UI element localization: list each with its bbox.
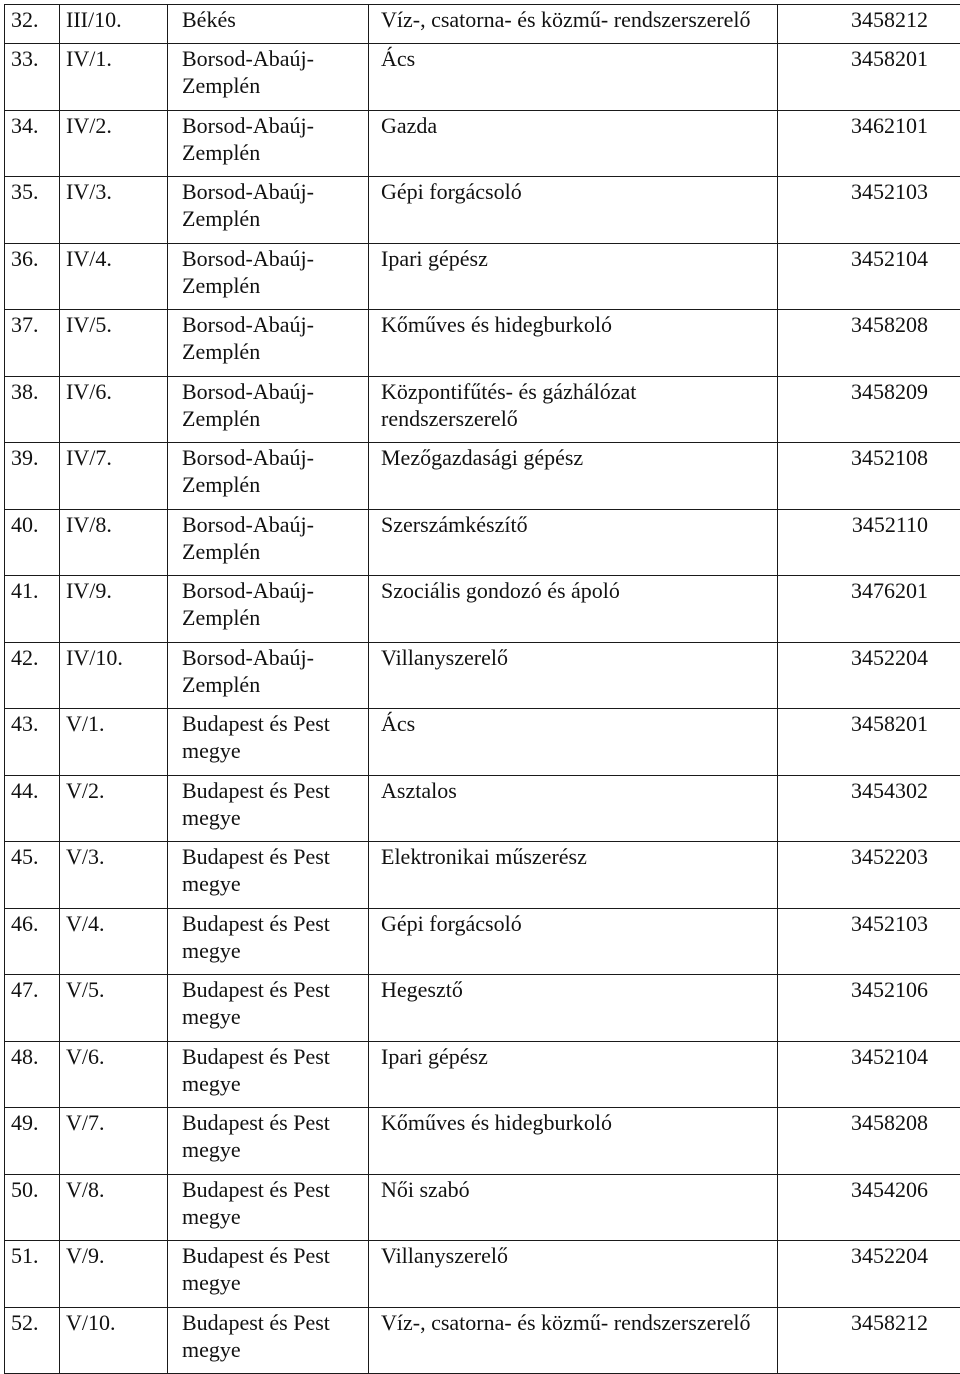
county-name: Borsod-Abaúj- Zemplén xyxy=(182,511,314,564)
row-number: 43. xyxy=(11,711,39,736)
row-code-cell xyxy=(60,709,168,776)
table-row xyxy=(5,310,960,377)
table-row xyxy=(5,5,960,44)
row-code: V/6. xyxy=(66,1043,105,1069)
qualification-id: 3458212 xyxy=(851,1309,928,1335)
profession-name: Kőműves és hidegburkoló xyxy=(381,1110,612,1135)
row-number-cell xyxy=(5,975,60,1042)
qualification-id: 3454206 xyxy=(851,1176,928,1202)
row-code-cell xyxy=(60,975,168,1042)
row-code-cell xyxy=(60,642,168,709)
row-number: 48. xyxy=(11,1043,39,1069)
table-row xyxy=(5,509,960,576)
row-code: V/9. xyxy=(66,1243,105,1268)
row-number-cell xyxy=(5,44,60,111)
profession-name: Szociális gondozó és ápoló xyxy=(381,578,620,603)
profession-name-cell xyxy=(369,775,778,842)
qualification-id: 3452108 xyxy=(851,445,928,470)
row-number: 33. xyxy=(11,46,39,71)
county-name-cell xyxy=(168,842,369,909)
row-number: 52. xyxy=(11,1309,39,1335)
table-row xyxy=(5,1241,960,1308)
county-name-cell xyxy=(168,1174,369,1241)
qualification-id-cell xyxy=(778,975,960,1042)
qualification-id: 3452106 xyxy=(851,977,928,1002)
row-code: IV/9. xyxy=(66,578,112,603)
table-body xyxy=(5,5,960,1374)
qualification-id: 3476201 xyxy=(851,578,928,603)
profession-name-cell xyxy=(369,243,778,310)
row-number: 40. xyxy=(11,511,39,537)
qualification-id: 3458201 xyxy=(851,711,928,736)
table-row xyxy=(5,376,960,443)
table-row xyxy=(5,775,960,842)
qualification-id-cell xyxy=(778,1174,960,1241)
row-code-cell xyxy=(60,1108,168,1175)
row-code: V/2. xyxy=(66,777,105,803)
row-code: V/8. xyxy=(66,1176,105,1202)
qualification-id-cell xyxy=(778,177,960,244)
qualification-id: 3462101 xyxy=(851,112,928,138)
qualification-id-cell xyxy=(778,642,960,709)
qualification-id: 3452204 xyxy=(851,644,928,670)
table-row xyxy=(5,177,960,244)
county-name: Borsod-Abaúj- Zemplén xyxy=(182,112,314,165)
profession-name: Kőműves és hidegburkoló xyxy=(381,312,612,337)
profession-name-cell xyxy=(369,1174,778,1241)
row-code: III/10. xyxy=(66,7,122,32)
profession-name-cell xyxy=(369,1041,778,1108)
row-number: 38. xyxy=(11,378,39,404)
row-number: 51. xyxy=(11,1243,39,1268)
county-name: Budapest és Pest megye xyxy=(182,1309,330,1362)
profession-name-cell xyxy=(369,376,778,443)
qualification-id: 3458208 xyxy=(851,1110,928,1135)
row-code-cell xyxy=(60,443,168,510)
qualification-id-cell xyxy=(778,1241,960,1308)
profession-table xyxy=(4,4,960,1374)
county-name-cell xyxy=(168,1041,369,1108)
profession-name: Gépi forgácsoló xyxy=(381,910,522,936)
profession-name-cell xyxy=(369,908,778,975)
qualification-id-cell xyxy=(778,44,960,111)
row-number-cell xyxy=(5,642,60,709)
county-name-cell xyxy=(168,5,369,44)
profession-name-cell xyxy=(369,443,778,510)
profession-name: Gazda xyxy=(381,112,438,138)
county-name: Budapest és Pest megye xyxy=(182,1176,330,1229)
row-code-cell xyxy=(60,1307,168,1374)
county-name: Borsod-Abaúj- Zemplén xyxy=(182,445,314,497)
county-name-cell xyxy=(168,576,369,643)
county-name-cell xyxy=(168,709,369,776)
row-code: V/4. xyxy=(66,910,105,936)
row-number-cell xyxy=(5,1041,60,1108)
profession-name: Női szabó xyxy=(381,1176,470,1202)
table-row xyxy=(5,642,960,709)
county-name: Borsod-Abaúj- Zemplén xyxy=(182,378,314,431)
row-code-cell xyxy=(60,842,168,909)
row-code-cell xyxy=(60,5,168,44)
table-row xyxy=(5,908,960,975)
county-name-cell xyxy=(168,1108,369,1175)
row-number-cell xyxy=(5,243,60,310)
qualification-id-cell xyxy=(778,443,960,510)
profession-name-cell xyxy=(369,44,778,111)
profession-name-cell xyxy=(369,975,778,1042)
row-number-cell xyxy=(5,775,60,842)
qualification-id: 3452110 xyxy=(851,511,928,537)
county-name: Borsod-Abaúj- Zemplén xyxy=(182,578,314,630)
table-row xyxy=(5,576,960,643)
county-name: Borsod-Abaúj- Zemplén xyxy=(182,312,314,364)
profession-name-cell xyxy=(369,576,778,643)
qualification-id: 3452103 xyxy=(851,910,928,936)
row-code-cell xyxy=(60,243,168,310)
qualification-id-cell xyxy=(778,775,960,842)
row-number: 32. xyxy=(11,7,39,32)
county-name-cell xyxy=(168,44,369,111)
profession-name: Víz-, csatorna- és közmű- rendszerszerelő xyxy=(381,1309,751,1335)
profession-name: Villanyszerelő xyxy=(381,644,508,670)
row-number: 46. xyxy=(11,910,39,936)
row-code: IV/7. xyxy=(66,445,112,470)
profession-name-cell xyxy=(369,642,778,709)
row-number-cell xyxy=(5,5,60,44)
county-name-cell xyxy=(168,310,369,377)
qualification-id-cell xyxy=(778,1041,960,1108)
row-number-cell xyxy=(5,310,60,377)
county-name: Budapest és Pest megye xyxy=(182,910,330,963)
county-name: Budapest és Pest megye xyxy=(182,1043,330,1096)
row-code-cell xyxy=(60,376,168,443)
table-row xyxy=(5,1174,960,1241)
row-code-cell xyxy=(60,775,168,842)
county-name-cell xyxy=(168,1307,369,1374)
county-name: Borsod-Abaúj- Zemplén xyxy=(182,179,314,231)
county-name-cell xyxy=(168,642,369,709)
qualification-id: 3452104 xyxy=(851,245,928,271)
row-code: IV/5. xyxy=(66,312,112,337)
row-number-cell xyxy=(5,709,60,776)
profession-name: Elektronikai műszerész xyxy=(381,844,587,869)
profession-name-cell xyxy=(369,310,778,377)
profession-name: Ács xyxy=(381,711,416,736)
county-name: Budapest és Pest megye xyxy=(182,1243,330,1295)
row-number: 34. xyxy=(11,112,39,138)
row-number-cell xyxy=(5,576,60,643)
row-number: 39. xyxy=(11,445,39,470)
qualification-id: 3458201 xyxy=(851,46,928,71)
profession-name-cell xyxy=(369,1307,778,1374)
qualification-id-cell xyxy=(778,5,960,44)
row-code: IV/3. xyxy=(66,179,112,204)
row-number: 50. xyxy=(11,1176,39,1202)
county-name-cell xyxy=(168,443,369,510)
profession-name-cell xyxy=(369,842,778,909)
row-number: 44. xyxy=(11,777,39,803)
qualification-id: 3452203 xyxy=(851,844,928,869)
row-number-cell xyxy=(5,842,60,909)
qualification-id: 3458212 xyxy=(851,7,928,32)
row-code: V/5. xyxy=(66,977,105,1002)
profession-name: Szerszámkészítő xyxy=(381,511,528,537)
row-code-cell xyxy=(60,1241,168,1308)
county-name-cell xyxy=(168,243,369,310)
table-row xyxy=(5,243,960,310)
qualification-id-cell xyxy=(778,709,960,776)
row-number: 49. xyxy=(11,1110,39,1135)
table-row xyxy=(5,709,960,776)
county-name: Békés xyxy=(182,7,236,32)
row-number-cell xyxy=(5,376,60,443)
profession-name: Mezőgazdasági gépész xyxy=(381,445,584,470)
row-number-cell xyxy=(5,443,60,510)
row-code: V/10. xyxy=(66,1309,116,1335)
county-name-cell xyxy=(168,775,369,842)
table-row xyxy=(5,110,960,177)
county-name: Budapest és Pest megye xyxy=(182,977,330,1029)
profession-name-cell xyxy=(369,177,778,244)
row-number-cell xyxy=(5,1108,60,1175)
table-row xyxy=(5,842,960,909)
row-code: IV/1. xyxy=(66,46,112,71)
row-code: IV/4. xyxy=(66,245,112,271)
row-number: 47. xyxy=(11,977,39,1002)
row-code-cell xyxy=(60,908,168,975)
row-number-cell xyxy=(5,908,60,975)
table-row xyxy=(5,975,960,1042)
profession-name-cell xyxy=(369,709,778,776)
profession-name: Víz-, csatorna- és közmű- rendszerszerelő xyxy=(381,7,751,32)
qualification-id-cell xyxy=(778,1307,960,1374)
row-code-cell xyxy=(60,1174,168,1241)
county-name-cell xyxy=(168,509,369,576)
qualification-id: 3454302 xyxy=(851,777,928,803)
county-name-cell xyxy=(168,177,369,244)
profession-name-cell xyxy=(369,5,778,44)
qualification-id: 3458208 xyxy=(851,312,928,337)
row-number: 35. xyxy=(11,179,39,204)
profession-name: Ipari gépész xyxy=(381,1043,488,1069)
profession-name: Asztalos xyxy=(381,777,457,803)
qualification-id-cell xyxy=(778,842,960,909)
county-name-cell xyxy=(168,110,369,177)
row-code-cell xyxy=(60,310,168,377)
table-row xyxy=(5,44,960,111)
row-code-cell xyxy=(60,110,168,177)
county-name: Borsod-Abaúj- Zemplén xyxy=(182,46,314,98)
qualification-id-cell xyxy=(778,310,960,377)
county-name-cell xyxy=(168,975,369,1042)
row-code-cell xyxy=(60,576,168,643)
county-name: Budapest és Pest megye xyxy=(182,711,330,763)
row-number-cell xyxy=(5,177,60,244)
row-number: 41. xyxy=(11,578,39,603)
qualification-id-cell xyxy=(778,908,960,975)
county-name-cell xyxy=(168,376,369,443)
county-name: Borsod-Abaúj- Zemplén xyxy=(182,245,314,298)
row-code-cell xyxy=(60,1041,168,1108)
table-row xyxy=(5,1108,960,1175)
qualification-id-cell xyxy=(778,243,960,310)
row-number-cell xyxy=(5,1241,60,1308)
profession-name: Ács xyxy=(381,46,416,71)
row-code-cell xyxy=(60,44,168,111)
row-number: 42. xyxy=(11,644,39,670)
table-row xyxy=(5,443,960,510)
table-row xyxy=(5,1307,960,1374)
profession-name: Ipari gépész xyxy=(381,245,488,271)
qualification-id: 3452204 xyxy=(851,1243,928,1268)
row-code-cell xyxy=(60,177,168,244)
row-code: V/3. xyxy=(66,844,105,869)
row-number: 37. xyxy=(11,312,39,337)
profession-name-cell xyxy=(369,509,778,576)
row-number: 45. xyxy=(11,844,39,869)
profession-name-cell xyxy=(369,1108,778,1175)
row-code-cell xyxy=(60,509,168,576)
profession-name: Hegesztő xyxy=(381,977,463,1002)
qualification-id-cell xyxy=(778,509,960,576)
row-code: IV/6. xyxy=(66,378,112,404)
row-number: 36. xyxy=(11,245,39,271)
profession-name: Villanyszerelő xyxy=(381,1243,508,1268)
county-name-cell xyxy=(168,908,369,975)
row-code: V/7. xyxy=(66,1110,105,1135)
row-number-cell xyxy=(5,509,60,576)
qualification-id-cell xyxy=(778,1108,960,1175)
qualification-id: 3452103 xyxy=(851,179,928,204)
row-number-cell xyxy=(5,1307,60,1374)
county-name: Budapest és Pest megye xyxy=(182,1110,330,1162)
county-name-cell xyxy=(168,1241,369,1308)
profession-name: Központifűtés- és gázhálózat rendszerszerelő xyxy=(381,378,637,431)
qualification-id: 3452104 xyxy=(851,1043,928,1069)
row-number-cell xyxy=(5,110,60,177)
county-name: Budapest és Pest megye xyxy=(182,777,330,830)
qualification-id: 3458209 xyxy=(851,378,928,404)
county-name: Borsod-Abaúj- Zemplén xyxy=(182,644,314,697)
profession-name-cell xyxy=(369,1241,778,1308)
qualification-id-cell xyxy=(778,376,960,443)
row-code: IV/8. xyxy=(66,511,112,537)
table-row xyxy=(5,1041,960,1108)
qualification-id-cell xyxy=(778,576,960,643)
profession-name-cell xyxy=(369,110,778,177)
row-code: IV/2. xyxy=(66,112,112,138)
profession-name: Gépi forgácsoló xyxy=(381,179,522,204)
row-code: V/1. xyxy=(66,711,105,736)
row-code: IV/10. xyxy=(66,644,123,670)
qualification-id-cell xyxy=(778,110,960,177)
county-name: Budapest és Pest megye xyxy=(182,844,330,896)
row-number-cell xyxy=(5,1174,60,1241)
